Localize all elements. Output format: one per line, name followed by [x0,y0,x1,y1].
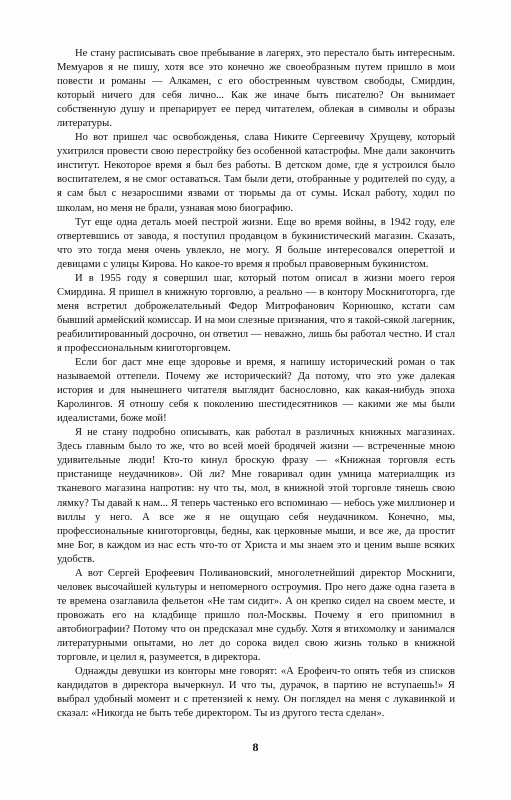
paragraph: Не стану расписывать свое пребывание в лагерях, это перестало быть интересным. Мемуаров я не пишу, хотя все это конечно же своеобразным путем пришло в мои повести и романы — Алкамен, с его обостренным чувством свободы, Смирдин, который ничего для себя лично... Как же иначе быть писателю? Он вынимает собственную душу и препарирует ее перед читателем, облекая в символы и образы литературы. [57,48,455,130]
paragraph: Если бог даст мне еще здоровье и время, я напишу исторический роман о так называемой оттепели. Почему же исторический? Да потому, что это уже далекая история и для нынешнего читателя выглядит баснословно, как какая-нибудь эпоха Каролингов. Я отношу себя к поколению шестидесятников — какими же мы были идеалистами, боже мой! [57,357,455,425]
paragraph: Однажды девушки из конторы мне говорят: «А Ерофеич-то опять тебя из списков кандидатов в директора вычеркнул. И что ты, дурачок, в партию не вступаешь!» Я выбрал удобный момент и с претензией к нему. Он поглядел на меня с лукавинкой и сказал: «Никогда не быть тебе директором. Ты из другого теста сделан». [57,666,455,720]
paragraph: Я не стану подробно описывать, как работал в различных книжных магазинах. Здесь главным было то же, что во всей моей бродячей жизни — встреченные мною удивительные люди! Кто-то кинул броскую фразу — «Книжная торговля есть пристанище неудачников». Ой ли? Мне говаривал один умница материалщик из тканевого магазина напротив: ну что ты, мол, в книжной этой торговле тянешь свою лямку? Ты давай к нам... Я теперь частенько его вспоминаю — небось уже миллионер и виллы у него. А все же я не ощущаю себя неудачником. Конечно, мы, профессиональные книготорговцы, бедны, как церковные мыши, и все же, да простит мне Бог, в каждом из нас есть что-то от Христа и мы знаем это и ценим выше всяких удобств. [57,427,455,565]
paragraph: Но вот пришел час освобожденья, слава Никите Сергеевичу Хрущеву, который ухитрился провести свою перестройку без особенной катастрофы. Мне дали закончить институт. Некоторое время я был без работы. В детском доме, где я устроился было воспитателем, я не смог оставаться. Там были дети, отобранные у родителей по суду, а я сам был с незаросшими язвами от тюрьмы да от сумы. Искал работу, ходил по школам, но меня не брали, узнавая мою биографию. [57,132,455,214]
body-text [57,47,455,721]
paragraph: А вот Сергей Ерофеевич Поливановский, многолетнейший директор Москниги, человек высочайшей культуры и непомерного остроумия. Про него даже одна газета в те времена озаглавила фельетон «Не там сидит». А он крепко сидел на своем месте, и провожать его на кладбище пришло пол-Москвы. Почему я его припомнил в автобиографии? Потому что он предсказал мне судьбу. Хотя я втихомолку и занимался литературными опытами, но лет до сорока видел свою жизнь только в книжной торговле, и целил я, разумеется, в директора. [57,567,455,664]
page-number: 8 [252,740,259,754]
paragraph: И в 1955 году я совершил шаг, который потом описал в жизни моего героя Смирдина. Я пришел в книжную торговлю, а реально — в контору Москниготорга, где меня встретил доброжелательный Федор Митрофанович Корнюшко, кстати сам бывший армейский комиссар. И на мои слезные признания, что я такой-сякой лагерник, реабилитированный досрочно, он ответил — неважно, лишь бы работал честно. И стал я профессиональным книготорговцем. [57,272,455,354]
paragraph: Тут еще одна деталь моей пестрой жизни. Еще во время войны, в 1942 году, еле отвертевшись от завода, я поступил продавцом в букинистический магазин. Сказать, что это тогда меня очень увлекло, не могу. Я больше интересовался опереттой и девицами с улицы Кирова. Но какое-то время я пробыл правоверным букинистом. [57,216,455,270]
